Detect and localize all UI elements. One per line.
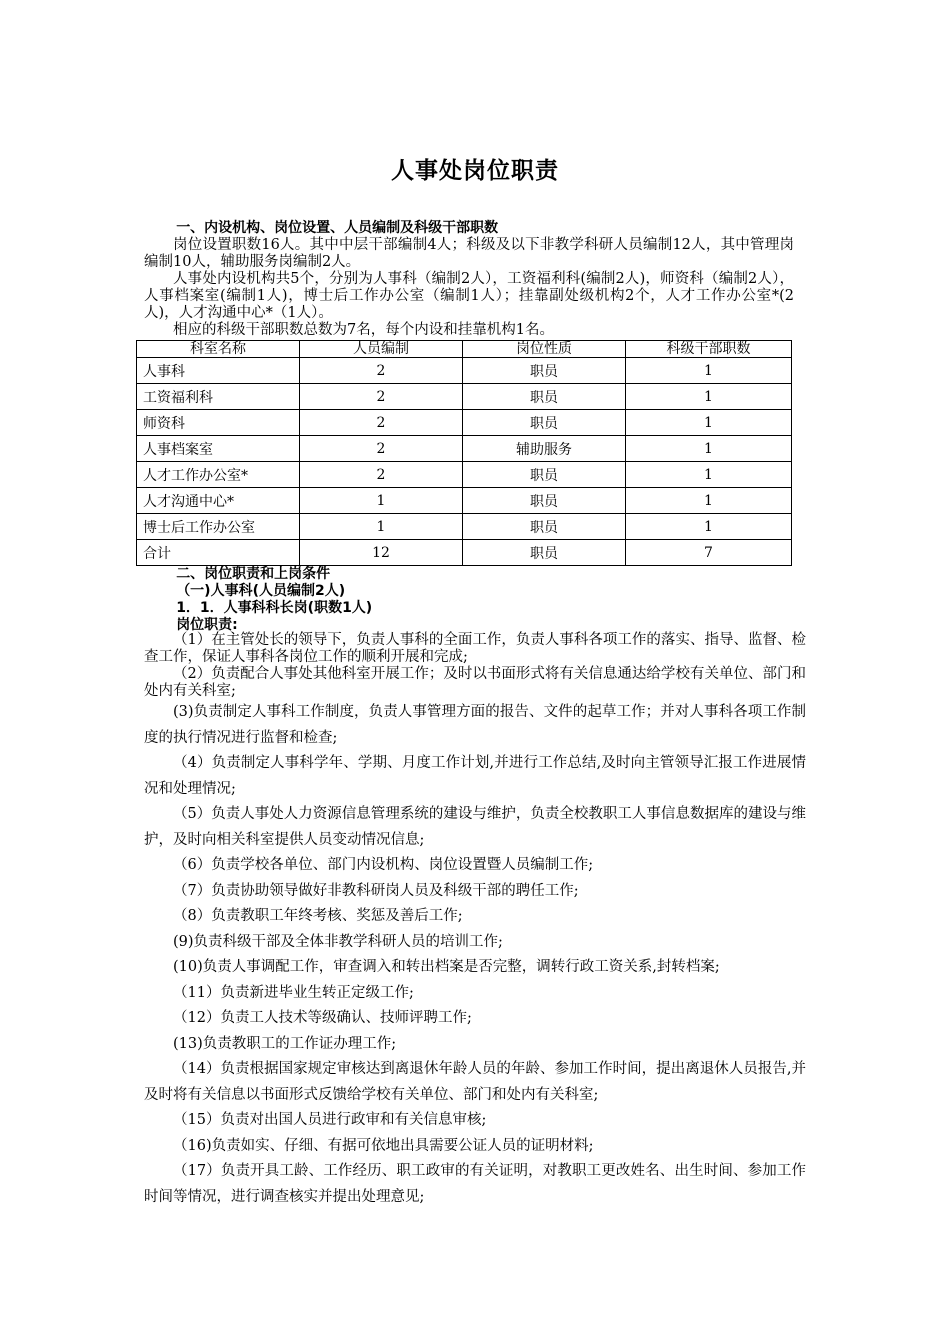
table-cell: 师资科: [137, 410, 300, 436]
table-cell: 1: [626, 358, 792, 384]
document-title: 人事处岗位职责: [391, 158, 559, 184]
column-header: 岗位性质: [463, 341, 626, 358]
table-row: [137, 358, 792, 384]
section-1-heading: 一、内设机构、岗位设置、人员编制及科级干部职数: [176, 220, 499, 236]
table-cell: 1: [626, 384, 792, 410]
table-cell: 职员: [463, 514, 626, 540]
list-item: （12）负责工人技术等级确认、技师评聘工作;: [173, 1010, 472, 1026]
table-cell: 1: [626, 410, 792, 436]
section-1: [144, 220, 794, 339]
duties-heading: 岗位职责:: [176, 617, 238, 633]
list-item: （14）负责根据国家规定审核达到离退休年龄人员的年龄、参加工作时间，提出离退休人员报告,并及时将有关信息以书面形式反馈给学校有关单位、部门和处内有关科室;: [144, 1061, 806, 1103]
table-cell: 1: [300, 514, 463, 540]
table-cell: 2: [300, 384, 463, 410]
list-item: （15）负责对出国人员进行政审和有关信息审核;: [173, 1112, 487, 1128]
table-cell: 职员: [463, 410, 626, 436]
list-item: （17）负责开具工龄、工作经历、职工政审的有关证明，对教职工更改姓名、出生时间、参加工作时间等情况，进行调查核实并提出处理意见;: [144, 1163, 806, 1205]
table-cell: 人才沟通中心*: [137, 488, 300, 514]
table-header-row: [137, 341, 792, 358]
list-item: （6）负责学校各单位、部门内设机构、岗位设置暨人员编制工作;: [173, 857, 594, 873]
list-item: (9)负责科级干部及全体非教学科研人员的培训工作;: [173, 933, 503, 950]
table-total-row: [137, 540, 792, 566]
list-item: （2）负责配合人事处其他科室开展工作；及时以书面形式将有关信息通达给学校有关单位、部门和处内有关科室;: [144, 666, 806, 699]
section-1-paragraph: 相应的科级干部职数总数为7名，每个内设和挂靠机构1名。: [173, 322, 554, 338]
list-item: (3)负责制定人事科工作制度，负责人事管理方面的报告、文件的起草工作；并对人事科各项工作制度的执行情况进行监督和检查;: [144, 704, 806, 746]
table-cell: 1: [626, 436, 792, 462]
table-row: [137, 462, 792, 488]
table-cell: 职员: [463, 384, 626, 410]
section-2-headings: [144, 566, 794, 634]
table-cell: 人事档案室: [137, 436, 300, 462]
list-item: （1）在主管处长的领导下，负责人事科的全面工作，负责人事科各项工作的落实、指导、监督、检查工作，保证人事科各岗位工作的顺利开展和完成;: [144, 632, 806, 665]
table-cell: 职员: [463, 540, 626, 566]
list-item: （11）负责新进毕业生转正定级工作;: [173, 984, 414, 1001]
table-cell: 职员: [463, 488, 626, 514]
table-cell: 2: [300, 410, 463, 436]
table-cell: 1: [300, 488, 463, 514]
table-row: [137, 384, 792, 410]
table-cell: 2: [300, 358, 463, 384]
duties-list: [144, 632, 806, 1210]
table-cell: 人才工作办公室*: [137, 462, 300, 488]
list-item: （8）负责教职工年终考核、奖惩及善后工作;: [173, 908, 463, 924]
table-row: [137, 410, 792, 436]
list-item: （7）负责协助领导做好非教科研岗人员及科级干部的聘任工作;: [173, 882, 579, 899]
table-cell: 2: [300, 462, 463, 488]
section-1-paragraph: 人事处内设机构共5个，分别为人事科（编制2人），工资福利科(编制2人)，师资科（编制2人），人事档案室(编制1人)，博士后工作办公室（编制1人）；挂靠副处级机构2个，人才工作办公室*(2人)，人才沟通中心*（1人）。: [144, 271, 794, 321]
table-cell: 辅助服务: [463, 436, 626, 462]
table-cell: 12: [300, 540, 463, 566]
table-cell: 博士后工作办公室: [137, 514, 300, 540]
section-2-heading: 二、岗位职责和上岗条件: [176, 566, 331, 582]
table-cell: 1: [626, 488, 792, 514]
table-cell: 1: [626, 514, 792, 540]
list-item: (10)负责人事调配工作，审查调入和转出档案是否完整，调转行政工资关系,封转档案;: [173, 959, 720, 975]
table-cell: 1: [626, 462, 792, 488]
table-cell: 2: [300, 436, 463, 462]
section-1-paragraph: 岗位设置职数16人。其中中层干部编制4人；科级及以下非教学科研人员编制12人，其中管理岗编制10人，辅助服务岗编制2人。: [144, 237, 794, 270]
column-header: 科室名称: [137, 341, 300, 358]
table-row: [137, 436, 792, 462]
position-heading: 1．1．人事科科长岗(职数1人): [176, 600, 373, 616]
subsection-heading: （一)人事科(人员编制2人): [176, 583, 346, 599]
table-cell: 工资福利科: [137, 384, 300, 410]
column-header: 科级干部职数: [626, 341, 792, 358]
table-cell: 合计: [137, 540, 300, 566]
table-cell: 7: [626, 540, 792, 566]
list-item: (13)负责教职工的工作证办理工作;: [173, 1035, 397, 1052]
table-row: [137, 514, 792, 540]
staffing-table: [136, 340, 792, 566]
table-cell: 人事科: [137, 358, 300, 384]
column-header: 人员编制: [300, 341, 463, 358]
table-cell: 职员: [463, 462, 626, 488]
table-cell: 职员: [463, 358, 626, 384]
list-item: （16)负责如实、仔细、有据可依地出具需要公证人员的证明材料;: [173, 1137, 594, 1154]
table-row: [137, 488, 792, 514]
list-item: （4）负责制定人事科学年、学期、月度工作计划,并进行工作总结,及时向主管领导汇报工作进展情况和处理情况;: [144, 755, 806, 797]
list-item: （5）负责人事处人力资源信息管理系统的建设与维护，负责全校教职工人事信息数据库的建设与维护，及时向相关科室提供人员变动情况信息;: [144, 806, 806, 848]
